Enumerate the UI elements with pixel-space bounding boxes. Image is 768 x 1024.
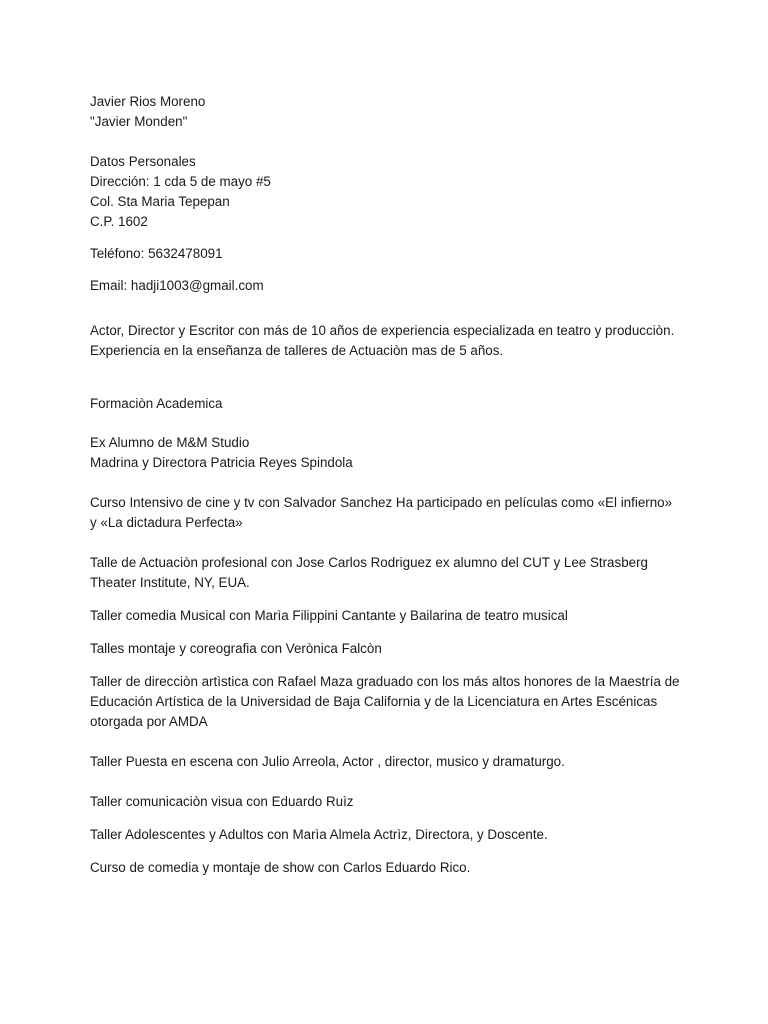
education-item [90, 639, 680, 659]
phone-block [90, 244, 680, 264]
education-item-text: Taller Puesta en escena con Julio Arreola, Actor , director, musico y dramaturgo. [90, 754, 565, 769]
header-block [90, 92, 680, 132]
education-item [90, 606, 680, 626]
education-item-text: Talles montaje y coreografia con Verònica Falcòn [90, 641, 382, 656]
education-item [90, 553, 680, 593]
summary-line-2: Experiencia en la enseñanza de talleres de Actuaciòn mas de 5 años. [90, 343, 504, 358]
summary-block [90, 321, 680, 361]
education-item [90, 752, 680, 772]
address-line: Dirección: 1 cda 5 de mayo #5 [90, 174, 271, 189]
resume-document [90, 92, 680, 878]
education-heading: Formaciòn Academica [90, 396, 223, 411]
education-item-text: Taller comedia Musical con Marìa Filippini Cantante y Bailarina de teatro musical [90, 608, 568, 623]
education-item [90, 493, 680, 533]
postal-code-line: C.P. 1602 [90, 214, 148, 229]
education-heading-block [90, 394, 680, 414]
summary-line-1: Actor, Director y Escritor con más de 10 años de experiencia especializada en teatro y producciòn. [90, 323, 675, 338]
email-line: Email: hadji1003@gmail.com [90, 278, 264, 293]
alumni-block [90, 433, 680, 473]
education-item [90, 792, 680, 812]
email-block [90, 276, 680, 296]
education-item [90, 858, 680, 878]
education-item-text: Taller comunicaciòn visua con Eduardo Ruìz [90, 794, 354, 809]
alumni-line-2: Madrina y Directora Patricia Reyes Spindola [90, 455, 353, 470]
person-name: Javier Rios Moreno [90, 94, 206, 109]
personal-heading: Datos Personales [90, 154, 196, 169]
person-alias: "Javier Monden" [90, 114, 188, 129]
alumni-line-1: Ex Alumno de M&M Studio [90, 435, 250, 450]
personal-data-block [90, 152, 680, 232]
education-item [90, 672, 680, 732]
education-item-text: Talle de Actuaciòn profesional con Jose Carlos Rodriguez ex alumno del CUT y Lee Strasberg Theater Institute, NY, EUA. [90, 555, 648, 590]
education-item-text: Taller Adolescentes y Adultos con Marìa Almela Actrìz, Directora, y Doscente. [90, 827, 548, 842]
education-item-text: Curso de comedia y montaje de show con Carlos Eduardo Rico. [90, 860, 471, 875]
education-item [90, 825, 680, 845]
education-item-text: Taller de direcciòn artìstica con Rafael Maza graduado con los más altos honores de la Maestría de Educación Artística de la Universidad de Baja California y de la Licenciatura en Artes Escénicas otorgada por AMDA [90, 674, 680, 729]
education-item-text: Curso Intensivo de cine y tv con Salvador Sanchez Ha participado en películas como «El infierno» y «La dictadura Perfecta» [90, 495, 673, 530]
phone-line: Teléfono: 5632478091 [90, 246, 223, 261]
colonia-line: Col. Sta Maria Tepepan [90, 194, 230, 209]
